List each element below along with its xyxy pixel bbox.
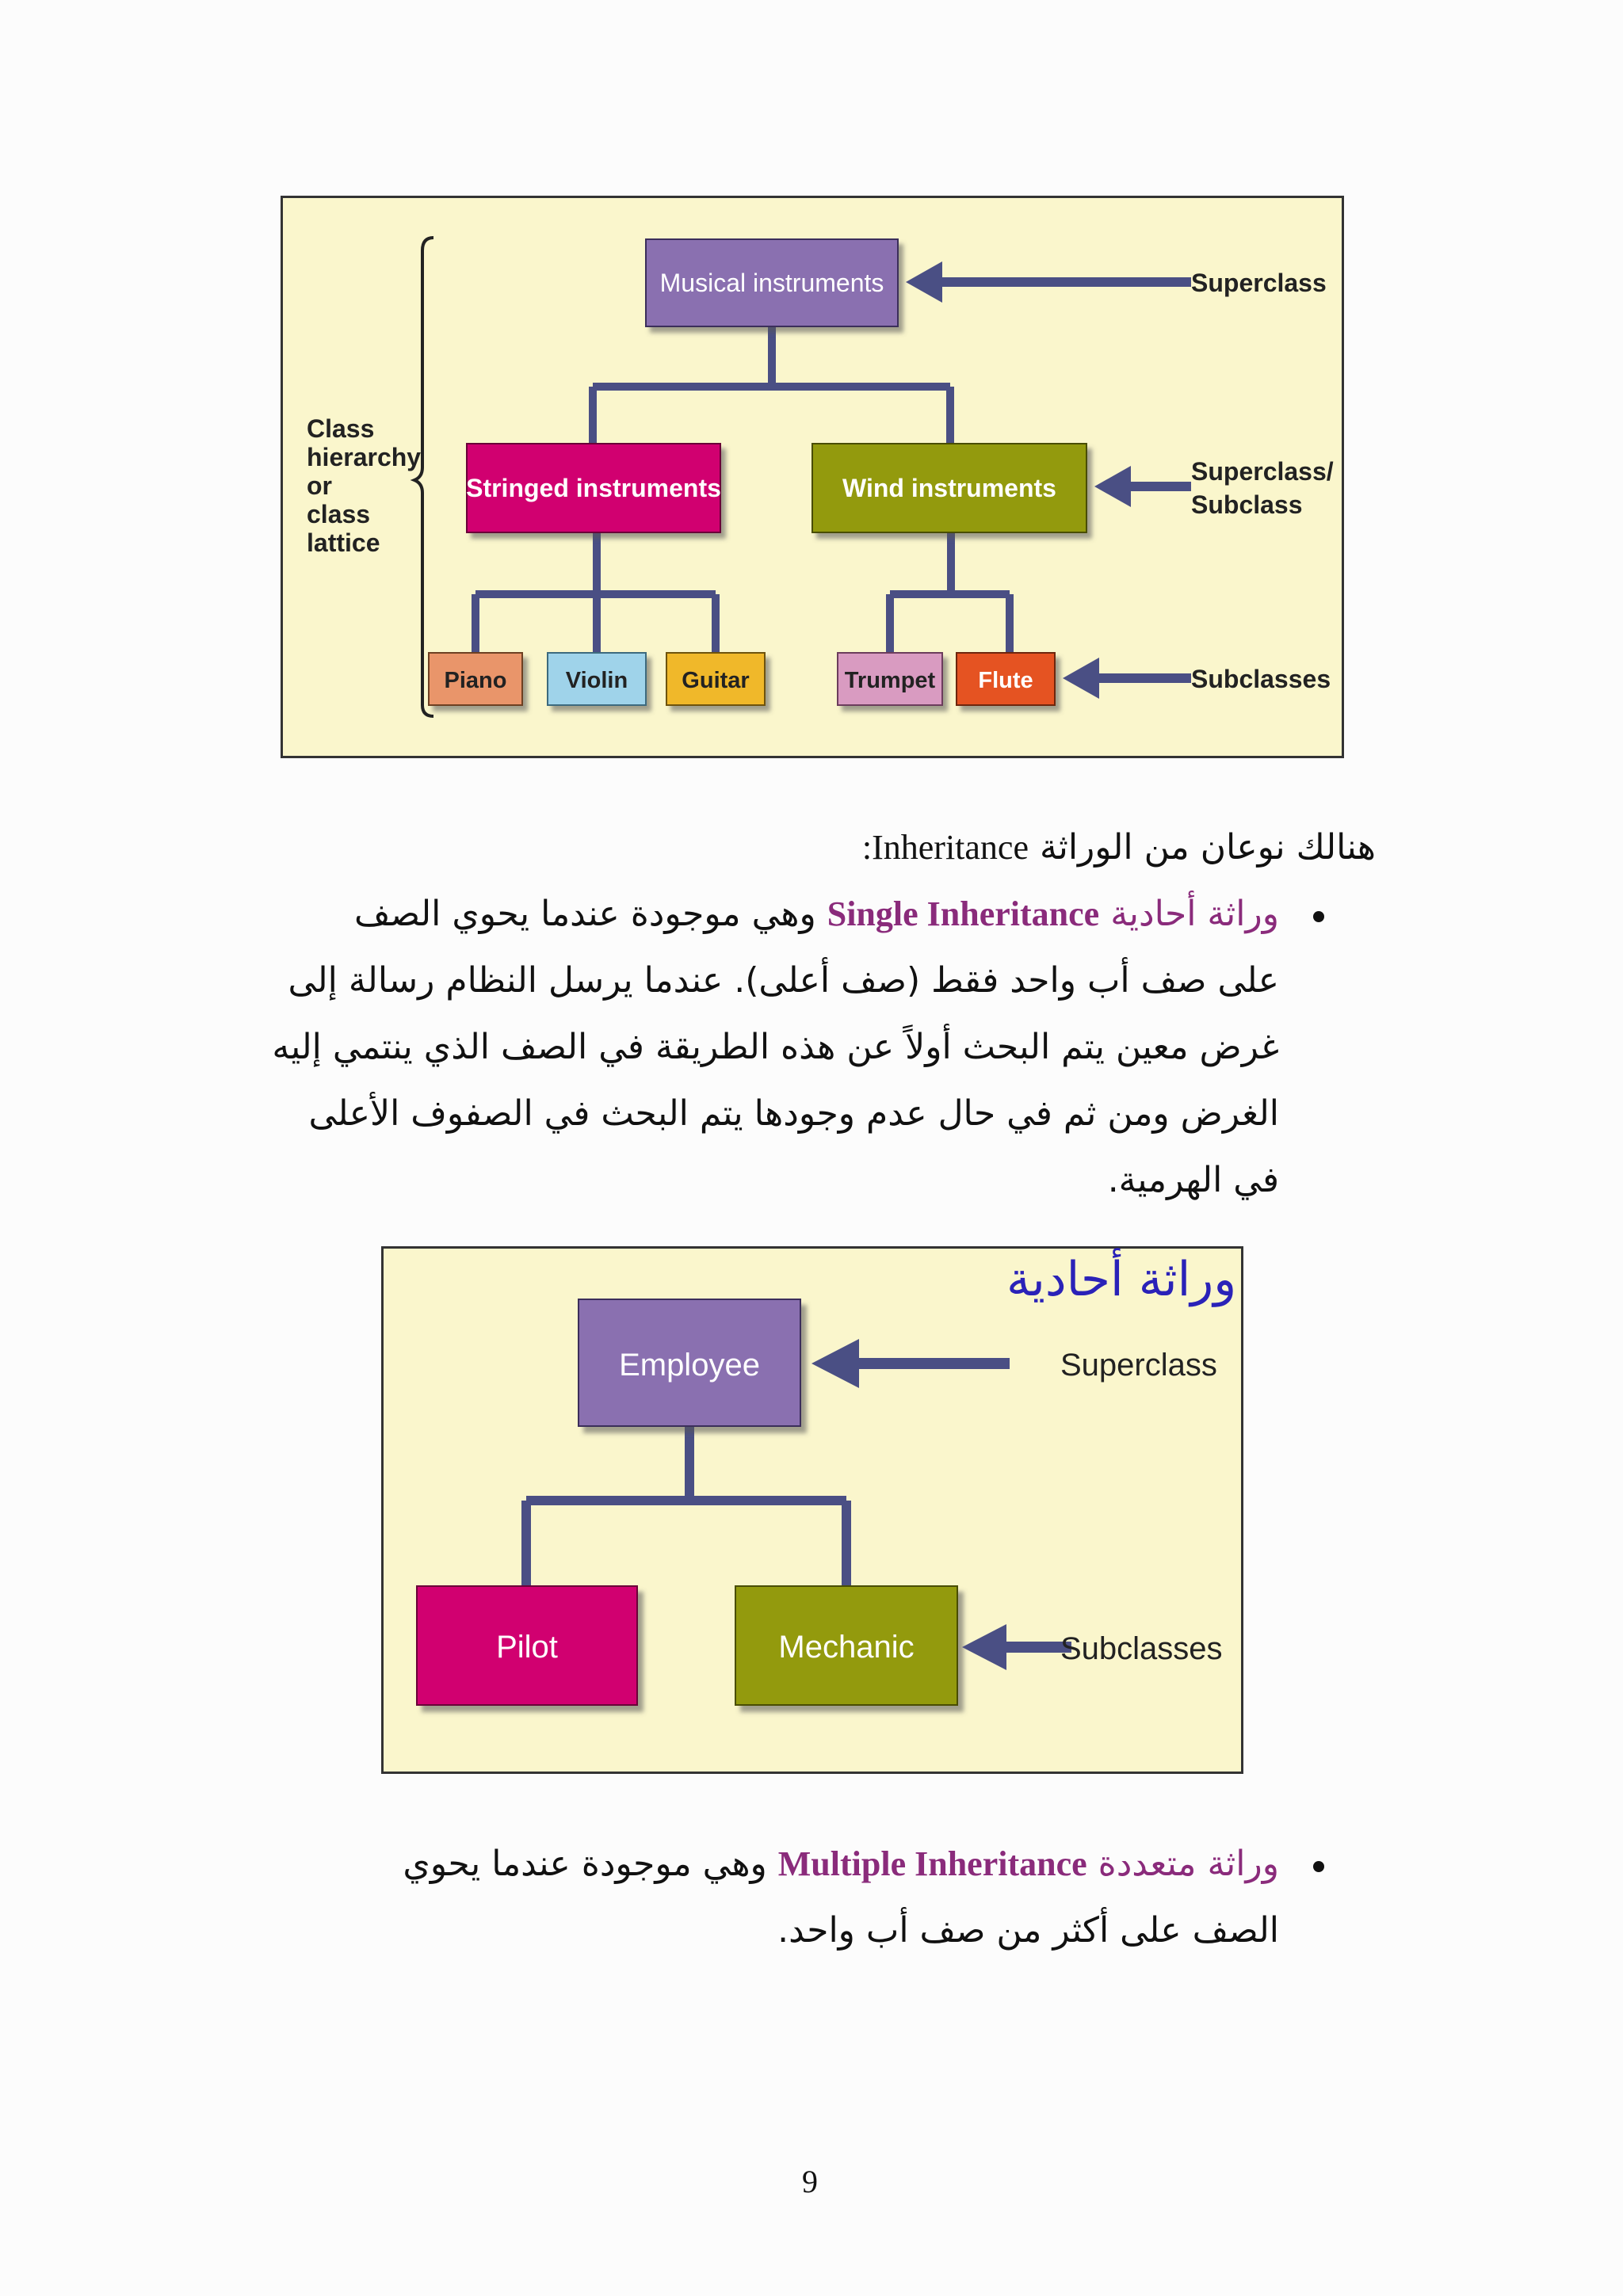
multiple-inheritance-paragraph — [246, 1831, 1279, 1964]
box-piano — [429, 653, 522, 705]
box-trumpet — [838, 653, 942, 705]
box-mechanic — [735, 1586, 957, 1705]
box-violin — [548, 653, 646, 705]
svg-text:or: or — [307, 471, 332, 500]
multiple-line-1 — [246, 1831, 1279, 1897]
single-line-2: على صف أب واحد فقط (صف أعلى). عندما يرسل النظام رسالة إلى — [288, 960, 1279, 1001]
label-subclasses: Subclasses — [1191, 665, 1331, 693]
box-pilot — [417, 1586, 637, 1705]
svg-text:Musical instruments: Musical instruments — [659, 269, 884, 297]
svg-text:Guitar: Guitar — [682, 668, 750, 693]
bullet-single — [1313, 911, 1324, 922]
svg-text:Wind instruments: Wind instruments — [842, 474, 1056, 502]
single-line-4: الغرض ومن ثم في حال عدم وجودها يتم البحث في الصفوف الأعلى — [308, 1093, 1279, 1134]
single-line-1 — [246, 881, 1279, 948]
single-text-1: وهي موجودة عندما يحوي الصف — [354, 894, 816, 934]
class-hierarchy-diagram — [283, 198, 1342, 756]
box-musical-instruments — [646, 239, 898, 326]
svg-text:Violin: Violin — [565, 668, 628, 693]
svg-text:hierarchy: hierarchy — [307, 443, 422, 471]
box-guitar — [666, 653, 765, 705]
bullet-multiple — [1313, 1861, 1324, 1872]
multiple-term-english: Multiple Inheritance — [777, 1844, 1087, 1883]
svg-text:Trumpet: Trumpet — [844, 668, 936, 693]
bracket-label — [307, 414, 421, 557]
single-inheritance-paragraph — [246, 881, 1279, 1214]
multiple-term-arabic: وراثة متعددة — [1098, 1844, 1279, 1884]
svg-text:Stringed instruments: Stringed instruments — [466, 474, 721, 502]
arrow-employee-subclasses — [962, 1624, 1071, 1670]
intro-colon: : — [861, 828, 873, 867]
label-employee-subclasses: Subclasses — [1060, 1631, 1223, 1666]
label-superclass-subclass-1: Superclass/ — [1191, 457, 1334, 486]
arrow-employee-superclass — [812, 1339, 1010, 1388]
box-wind-instruments — [812, 444, 1086, 532]
single-inheritance-diagram — [384, 1249, 1241, 1772]
single-connectors — [526, 1426, 846, 1586]
svg-text:Employee: Employee — [619, 1348, 760, 1383]
single-line-3: غرض معين يتم البحث أولاً عن هذه الطريقة في الصف الذي ينتمي إليه — [272, 1027, 1279, 1067]
label-employee-superclass: Superclass — [1060, 1348, 1217, 1383]
box-stringed-instruments — [466, 444, 721, 532]
svg-text:Mechanic: Mechanic — [778, 1630, 915, 1665]
label-superclass: Superclass — [1191, 269, 1327, 297]
label-superclass-subclass-2: Subclass — [1191, 490, 1303, 519]
arrow-subclasses — [1063, 658, 1191, 699]
single-inheritance-figure — [381, 1246, 1243, 1774]
box-employee — [579, 1299, 800, 1426]
multiple-text-1: وهي موجودة عندما يحوي — [403, 1844, 767, 1884]
page-number: 9 — [802, 2164, 818, 2199]
svg-text:Piano: Piano — [444, 668, 507, 693]
arrow-superclass — [906, 261, 1191, 303]
svg-text:Pilot: Pilot — [496, 1630, 558, 1665]
svg-text:Class: Class — [307, 414, 375, 443]
single-term-arabic: وراثة أحادية — [1110, 894, 1279, 934]
single-term-english: Single Inheritance — [827, 894, 1100, 933]
svg-text:class: class — [307, 500, 371, 528]
multiple-line-2: الصف على أكثر من صف أب واحد. — [777, 1910, 1279, 1951]
arrow-superclass-subclass — [1094, 466, 1191, 507]
intro-arabic: هنالك نوعان من الوراثة — [1039, 827, 1376, 868]
box-flute — [957, 653, 1055, 705]
intro-latin: Inheritance — [872, 828, 1029, 867]
hierarchy-bracket — [414, 238, 433, 716]
svg-text:Flute: Flute — [978, 668, 1033, 693]
svg-text:lattice: lattice — [307, 528, 380, 557]
class-hierarchy-figure — [281, 196, 1344, 758]
figure2-title: وراثة أحادية — [1006, 1252, 1237, 1307]
intro-line — [187, 824, 1376, 871]
single-line-5: في الهرمية. — [1107, 1160, 1279, 1200]
